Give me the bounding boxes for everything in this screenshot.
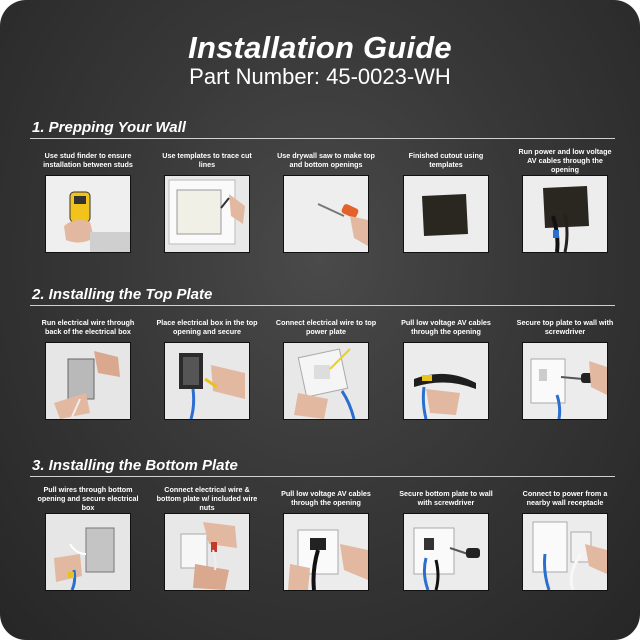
- step-2-5: [513, 315, 617, 420]
- step-caption: Use templates to trace cut lines: [162, 151, 252, 169]
- cable-run-icon: [522, 175, 608, 253]
- step-caption: Secure bottom plate to wall with screwdriver: [399, 489, 493, 507]
- section-divider: [30, 138, 615, 139]
- step-caption: Finished cutout using templates: [408, 151, 484, 169]
- step-caption: Run electrical wire through back of the electrical box: [41, 318, 135, 336]
- drywall-saw-icon: [283, 175, 369, 253]
- step-2-2: [155, 315, 259, 420]
- bottom-box-icon: [45, 513, 131, 591]
- wall-cutout-icon: [403, 175, 489, 253]
- step-caption: Pull wires through bottom opening and secure electrical box: [37, 484, 139, 512]
- step-2-1: [36, 315, 140, 420]
- stud-finder-icon: [45, 175, 131, 253]
- step-caption: Use stud finder to ensure installation between studs: [43, 151, 133, 169]
- step-caption: Secure top plate to wall with screwdriver: [516, 318, 614, 336]
- step-3-3: [274, 486, 378, 591]
- power-cord-icon: [522, 513, 608, 591]
- electrical-box-icon: [45, 342, 131, 420]
- section-title-top-plate: 2. Installing the Top Plate: [32, 286, 213, 303]
- section-divider: [30, 305, 615, 306]
- section-title-bottom-plate: 3. Installing the Bottom Plate: [32, 457, 238, 474]
- screwdriver-icon: [522, 342, 608, 420]
- av-cable-icon: [403, 342, 489, 420]
- bottom-screwdriver-icon: [403, 513, 489, 591]
- step-3-2: [155, 486, 259, 591]
- step-3-1: [36, 486, 140, 591]
- step-1-3: [274, 148, 378, 253]
- step-2-3: [274, 315, 378, 420]
- step-3-5: [513, 486, 617, 591]
- step-1-4: [394, 148, 498, 253]
- step-caption: Connect electrical wire to top power plate: [275, 318, 377, 336]
- step-caption: Connect electrical wire & bottom plate w/ included wire nuts: [156, 484, 258, 512]
- wire-connect-icon: [283, 342, 369, 420]
- step-caption: Place electrical box in the top opening and secure: [156, 318, 258, 336]
- section-divider: [30, 476, 615, 477]
- step-caption: Run power and low voltage AV cables through the opening: [518, 146, 612, 174]
- step-1-5: [513, 148, 617, 253]
- part-number: Part Number: 45-0023-WH: [189, 64, 451, 89]
- step-1-1: [36, 148, 140, 253]
- step-1-2: [155, 148, 259, 253]
- guide-title: Installation Guide: [188, 30, 452, 65]
- step-3-4: [394, 486, 498, 591]
- section-title-prepping: 1. Prepping Your Wall: [32, 119, 186, 136]
- step-caption: Use drywall saw to make top and bottom openings: [277, 151, 375, 169]
- step-caption: Pull low voltage AV cables through the opening: [401, 318, 491, 336]
- wire-nut-icon: [164, 513, 250, 591]
- step-caption: Pull low voltage AV cables through the opening: [281, 489, 371, 507]
- box-mount-icon: [164, 342, 250, 420]
- template-trace-icon: [164, 175, 250, 253]
- step-2-4: [394, 315, 498, 420]
- step-caption: Connect to power from a nearby wall receptacle: [522, 489, 608, 507]
- bottom-av-cable-icon: [283, 513, 369, 591]
